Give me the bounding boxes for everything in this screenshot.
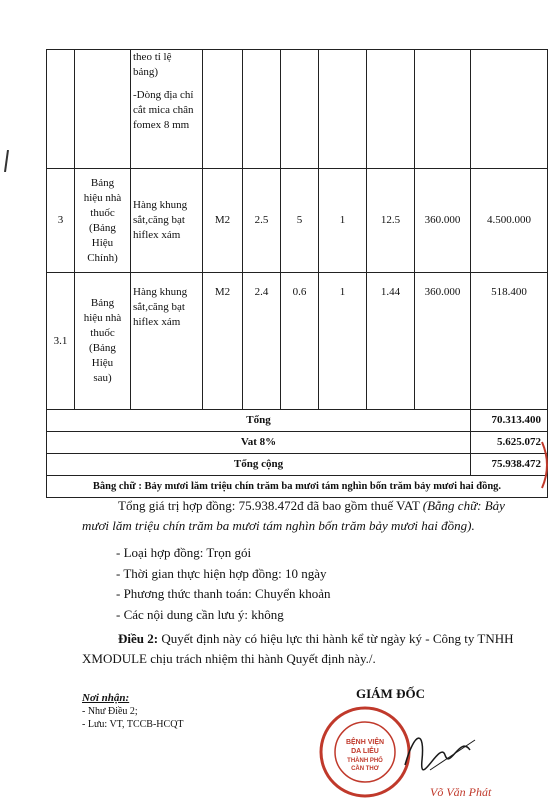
contract-value-text: Tổng giá trị hợp đồng: 75.938.472đ đã bao gồm thuế VAT bbox=[118, 498, 423, 513]
width: 0.6 bbox=[281, 273, 319, 410]
recipients-block bbox=[82, 692, 184, 731]
recipient-item: - Lưu: VT, TCCB-HCQT bbox=[82, 719, 184, 730]
vat-value: 5.625.072 bbox=[471, 432, 548, 454]
svg-text:THÀNH PHỐ: THÀNH PHỐ bbox=[347, 758, 383, 764]
unit-price: 360.000 bbox=[415, 273, 471, 410]
unit-price: 360.000 bbox=[415, 169, 471, 273]
article-2-label: Điều 2: bbox=[118, 631, 159, 646]
recipient-item: - Như Điều 2; bbox=[82, 706, 138, 717]
price-table bbox=[46, 49, 548, 498]
area: 12.5 bbox=[367, 169, 415, 273]
svg-text:BỆNH VIỆN: BỆNH VIỆN bbox=[345, 739, 385, 746]
list-item: - Phương thức thanh toán: Chuyển khoản bbox=[116, 586, 331, 601]
quantity: 1 bbox=[319, 169, 367, 273]
article-2-text: Quyết định này có hiệu lực thi hành kể từ ngày ký - Công ty TNHH XMODULE chịu trách nhiệm thi hành Quyết định này./. bbox=[82, 631, 514, 666]
svg-text:DA LIỄU: DA LIỄU bbox=[351, 748, 379, 755]
length: 2.4 bbox=[243, 273, 281, 410]
signature bbox=[400, 720, 480, 780]
list-item: - Loại hợp đồng: Trọn gói bbox=[116, 545, 252, 560]
article-2-paragraph bbox=[82, 629, 542, 669]
line-total: 4.500.000 bbox=[471, 169, 548, 273]
width: 5 bbox=[281, 169, 319, 273]
list-item: - Các nội dung cần lưu ý: không bbox=[116, 606, 284, 622]
contract-value-paragraph bbox=[82, 496, 532, 536]
vat-row bbox=[47, 432, 548, 454]
unit: M2 bbox=[203, 273, 243, 410]
item-description: Hàng khung sắt,căng bạt hiflex xám bbox=[131, 273, 203, 410]
subtotal-label: Tổng bbox=[47, 410, 471, 432]
contract-value-words: (Bằng chữ: Bảy mươi lăm triệu chín trăm ba mươi tám nghìn bốn trăm bảy mươi hai đồng). bbox=[82, 498, 505, 533]
scan-edge-mark bbox=[4, 150, 10, 172]
subtotal-row bbox=[47, 410, 548, 432]
length: 2.5 bbox=[243, 169, 281, 273]
in-words-row bbox=[47, 476, 548, 498]
signer-name: Võ Văn Phát bbox=[430, 785, 492, 799]
quantity: 1 bbox=[319, 273, 367, 410]
signer-role: GIÁM ĐỐC bbox=[356, 686, 425, 701]
svg-text:CẦN THƠ: CẦN THƠ bbox=[351, 766, 379, 772]
table-row bbox=[47, 169, 548, 273]
row-number: 3 bbox=[47, 169, 75, 273]
table-row bbox=[47, 273, 548, 410]
item-name: Bảng hiệu nhà thuốc (Bảng Hiệu sau) bbox=[75, 273, 131, 410]
page-edge-mark bbox=[540, 440, 554, 490]
grand-total-label: Tổng cộng bbox=[47, 454, 471, 476]
item-name: Bảng hiệu nhà thuốc (Bảng Hiệu Chính) bbox=[75, 169, 131, 273]
vat-label: Vat 8% bbox=[47, 432, 471, 454]
unit: M2 bbox=[203, 169, 243, 273]
line-total: 518.400 bbox=[471, 273, 548, 410]
contract-terms-list bbox=[116, 543, 331, 625]
subtotal-value: 70.313.400 bbox=[471, 410, 548, 432]
table-row-continued bbox=[47, 50, 548, 169]
recipients-title: Nơi nhận: bbox=[82, 692, 130, 704]
list-item: - Thời gian thực hiện hợp đồng: 10 ngày bbox=[116, 565, 327, 581]
item-description: theo tỉ lệ bảng) -Dòng địa chỉ cắt mica chân fomex 8 mm bbox=[131, 50, 203, 169]
row-number: 3.1 bbox=[47, 273, 75, 410]
area: 1.44 bbox=[367, 273, 415, 410]
grand-total-row bbox=[47, 454, 548, 476]
amount-in-words: Bằng chữ : Bảy mươi lăm triệu chín trăm ba mươi tám nghìn bốn trăm bảy mươi hai đồng. bbox=[47, 476, 548, 498]
item-description: Hàng khung sắt,căng bạt hiflex xám bbox=[131, 169, 203, 273]
grand-total-value: 75.938.472 bbox=[471, 454, 548, 476]
